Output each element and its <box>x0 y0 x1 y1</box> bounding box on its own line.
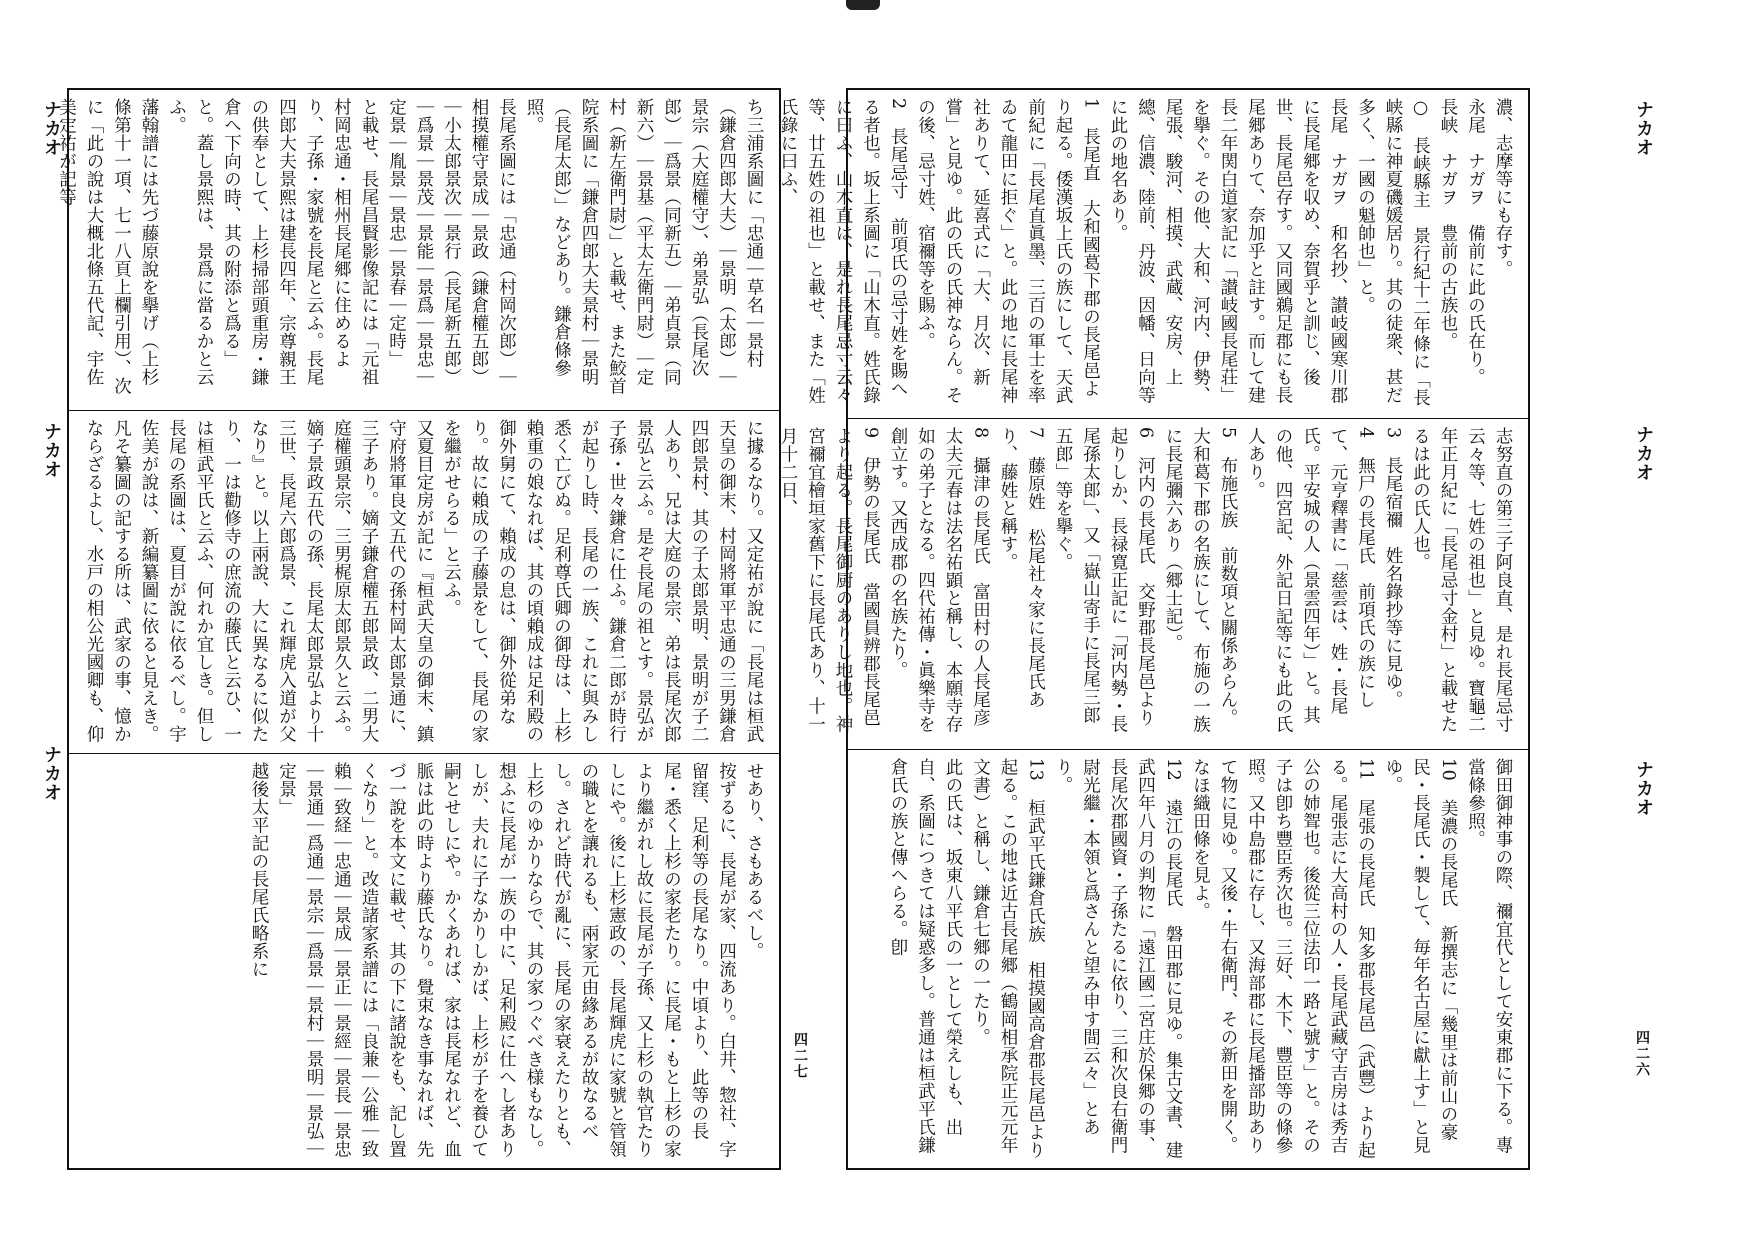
right-page-bottom-section <box>848 749 1528 1168</box>
right-page-number: 四二六 <box>1634 1030 1650 1078</box>
right-side-label-middle: ナカオ <box>1633 425 1654 482</box>
left-page-bottom-section <box>69 753 779 1168</box>
right-side-label-bottom: ナカオ <box>1633 760 1654 817</box>
left-page-top-section <box>56 90 779 410</box>
left-side-label-top: ナカオ <box>41 100 62 157</box>
left-page <box>56 88 781 1170</box>
left-page-number: 四二七 <box>792 1032 808 1080</box>
top-binding-mark <box>846 0 880 10</box>
right-top-text: 濃、志摩等にも存す。 永尾 ナガヲ 備前に此の氏在り。 長峡 ナガヲ 豊前の古族也。 ○ 長峡縣主 景行紀十二年條に「長峡縣に神夏磯媛居り。其の徒衆、甚だ多く、一國の魁帥也」と。 長尾 ナガヲ 和名抄、讃岐國寒川郡に長尾郷を収め、奈賀乎と訓じ、後世、長尾邑存す。又同國鵜足郡にも長尾郷ありて、奈加乎と註す。而して建長二年関白道家記に「讃岐國長尾荘」を擧ぐ。その他、大和、河内、伊勢、尾張、駿河、相摸、武蔵、安房、上總、信濃、陸前、丹波、因幡、日向等に此の地名あり。 1 長尾直 大和國葛下郡の長尾邑より起る。倭漢坂上氏の族にして、天武前紀に「長尾直眞墨、三百の軍士を率ゐて龍田に拒ぐ」と。此の地に長尾神社ありて、延喜式に「大、月次、新嘗」と見ゆ。此の氏の氏神ならん。その後、忌寸姓、宿禰等を賜ふ。 2 長尾忌寸 前項氏の忌寸姓を賜へる者也。坂上系圖に「山木直。姓氏錄に曰ふ、山木直は、是れ長尾忌寸云々等、廿五姓の祖也」と載せ、また「姓氏錄に曰ふ、 <box>778 98 1513 407</box>
left-side-label-bottom: ナカオ <box>41 745 62 802</box>
right-side-label-top: ナカオ <box>1633 100 1654 157</box>
right-page-middle-section <box>778 418 1528 749</box>
right-bottom-text: 御田御神事の際、禰宜代として安東郡に下る。專當條參照。 10 美濃の長尾氏 新撰志に「幾里は前山の豪民・長尾氏・製して、毎年名古屋に獻上す」と見ゆ。 11 尾張の長尾氏 知多郡長尾邑（武豐）より起る。尾張志に大高村の人・長尾武藏守吉房は秀吉公の姉聟也。後從三位法印一路と號す」と。その子は卽ち豐臣秀次也。三好、木下、豐臣等の條參照。又中島郡に存し、又海部郡に長尾播部助ありて物に見ゆ。又後・牛右衛門、その新田を開く。なほ織田條を見よ。 12 遠江の長尾氏 磐田郡に見ゆ。集古文書、建武四年八月の判物に「遠江國二宮庄於保郷の事、長尾次郡國資・子孫たるに依り、三和次良右衛門尉光繼・本領と爲さんと望み申す間云々」とあり。 13 桓武平氏鎌倉氏族 相摸國高倉郡長尾邑より起る。この地は近古長尾郷（鶴岡相承院正元元年文書）と稱し、鎌倉七郷の一たり。 此の氏は、坂東八平氏の一として榮えしも、出自、系圖につきては疑惑多し。普通は桓武平氏鎌倉氏の族と傳へらる。卽 <box>888 758 1513 1160</box>
left-bottom-text: せあり、さもあるべし。 按ずるに、長尾が家、四流あり。白井、惣社、字留窪、足利等の長尾なり。中頃より、此等の長尾・悉く上杉の家老たり。に長尾・もと上杉の家より繼がれし故に長尾が子孫、又上杉の執官たりしにや。後に上杉憲政の、長尾輝虎に家號と管領の職とを讓れるも、兩家元由緣あるが故なるべし。されど時代が亂に、長尾の家衰えたりとも、上杉のゆかりならで、其の家つぐべき様もなし。想ふに長尾が一族の中に、足利殿に仕へし者ありしが、夫れに子なかりしかば、上杉が子を養ひて嗣とせしにや。かくあれば、家は長尾なれど、血脈は此の時より藤氏なり。覺束なき事なれば、先づ一說を本文に載せ、其の下に諸說をも、記し置くなり」と。改造諸家系譜には「良兼｜公雅｜致賴｜致経｜忠通｜景成｜景正｜景經｜景長｜景忠｜景通｜爲通｜景宗｜爲景｜景村｜景明｜景弘｜定景」 越後太平記の長尾氏略系に <box>249 762 764 1158</box>
left-top-text: ち三浦系圖に「忠通｜草名｜景村（鎌倉四郎大夫）｜景明（太郎）｜景宗（大庭權守）、弟景弘（長尾次郎）｜爲景（同新五）｜弟貞景（同新六）｜景基（平太左衛門尉）｜定村（新左衛門尉）」と載せ、また鮫首院系圖に「鎌倉四郎大夫景村｜景明（長尾太郎）」などあり。鎌倉條參照。 長尾系圖には「忠通（村岡次郎）｜相摸權守景成｜景政（鎌倉權五郎）｜小太郎景次｜景行（長尾新五郎）｜爲景｜景茂｜景能｜景爲｜景忠｜定景｜胤景｜景忠｜景春｜定時」 と載せ、長尾昌賢影像記には「元祖村岡忠通・相州長尾郷に住めるより、子孫・家號を長尾と云ふ。長尾四郎大夫景熙は建長四年、宗尊親王の供奉として、上杉掃部頭重房・鎌倉へ下向の時、其の附添と爲る」と。蓋し景熙は、景爲に當るかと云ふ。 藩翰譜には先づ藤原說を擧げ（上杉條第十一項、七一八頁上欄引用）、次に「此の說は大概北條五代記、宇佐美定祐が記等 <box>56 98 764 396</box>
right-middle-text: 志努直の第三子阿良直、是れ長尾忌寸云々等、七姓の祖也」と見ゆ。寶龜二年正月紀に「長尾忌寸金村」と載せたるは此の氏人也。 3 長尾宿禰 姓名錄抄等に見ゆ。 4 無尸の長尾氏 前項氏の族にして、元亨釋書に「慈雲は、姓・長尾氏。平安城の人（景雲四年）」と。其の他、四宮記、外記日記等にも此の氏人あり。 5 布施氏族 前数項と關係あらん。大和葛下郡の名族にして、布施の一族に長尾彌六あり（郷士記）。 6 河内の長尾氏 交野郡長尾邑より起りしか、長禄寛正記に「河内勢・長尾孫太郎」、又「嶽山寄手に長尾三郎五郎」等を擧ぐ。 7 藤原姓 松尾社々家に長尾氏あり、藤姓と稱す。 8 攝津の長尾氏 富田村の人長尾彦太夫元春は法名祐顕と稱し、本願寺存如の弟子となる。四代祐傳・眞樂寺を創立す。又西成郡の名族たり。 9 伊勢の長尾氏 當國員辨郡長尾邑より起る。長尾御厨のありし地也。神宮禰宜檜垣家舊下に長尾氏あり、十一月十二日、 <box>778 427 1513 733</box>
left-middle-text: に據るなり。又定祐が說に「長尾は桓武天皇の御末、村岡將軍平忠通の三男鎌倉四郎景村、其の子太郎景明、景明が子二人あり、兄は大庭の景宗、弟は長尾次郎景弘と云ふ。是ぞ長尾の祖とす。景弘が子孫・世々鎌倉に仕ふ。鎌倉二郎が時行が起りし時、長尾の一族、これに與みし悉く亡びぬ。足利尊氏卿の御母は、上杉賴重の娘なれば、其の頃賴成は足利殿の御外舅にて、賴成の息は、御外從弟なり。故に賴成の子藤景をして、長尾の家を繼がせらる」と云ふ。 又夏目定房が記に『桓武天皇の御末、鎮守府將軍良文五代の孫村岡太郎景通に、三子あり。嫡子鎌倉權五郎景政、二男大庭權頭景宗、三男梶原太郎景久と云ふ。嫡子景政五代の孫、長尾太郎景弘より十三世、長尾六郎爲景、これ輝虎入道が父なり』と。以上兩說、大に異なるに似たり、一は勸修寺の庶流の藤氏と云ひ、一は桓武平氏と云ふ、何れか宜しき。但し長尾の系圖は、夏目が說に依るべし。宇佐美が說は、新編纂圖に依ると見えき。凡そ纂圖の記する所は、武家の事、憶かならざるよし、水戸の相公光國卿も、仰 <box>84 419 764 743</box>
left-page-middle-section <box>69 410 779 753</box>
left-side-label-middle: ナカオ <box>41 422 62 479</box>
right-page-top-section <box>778 90 1528 418</box>
